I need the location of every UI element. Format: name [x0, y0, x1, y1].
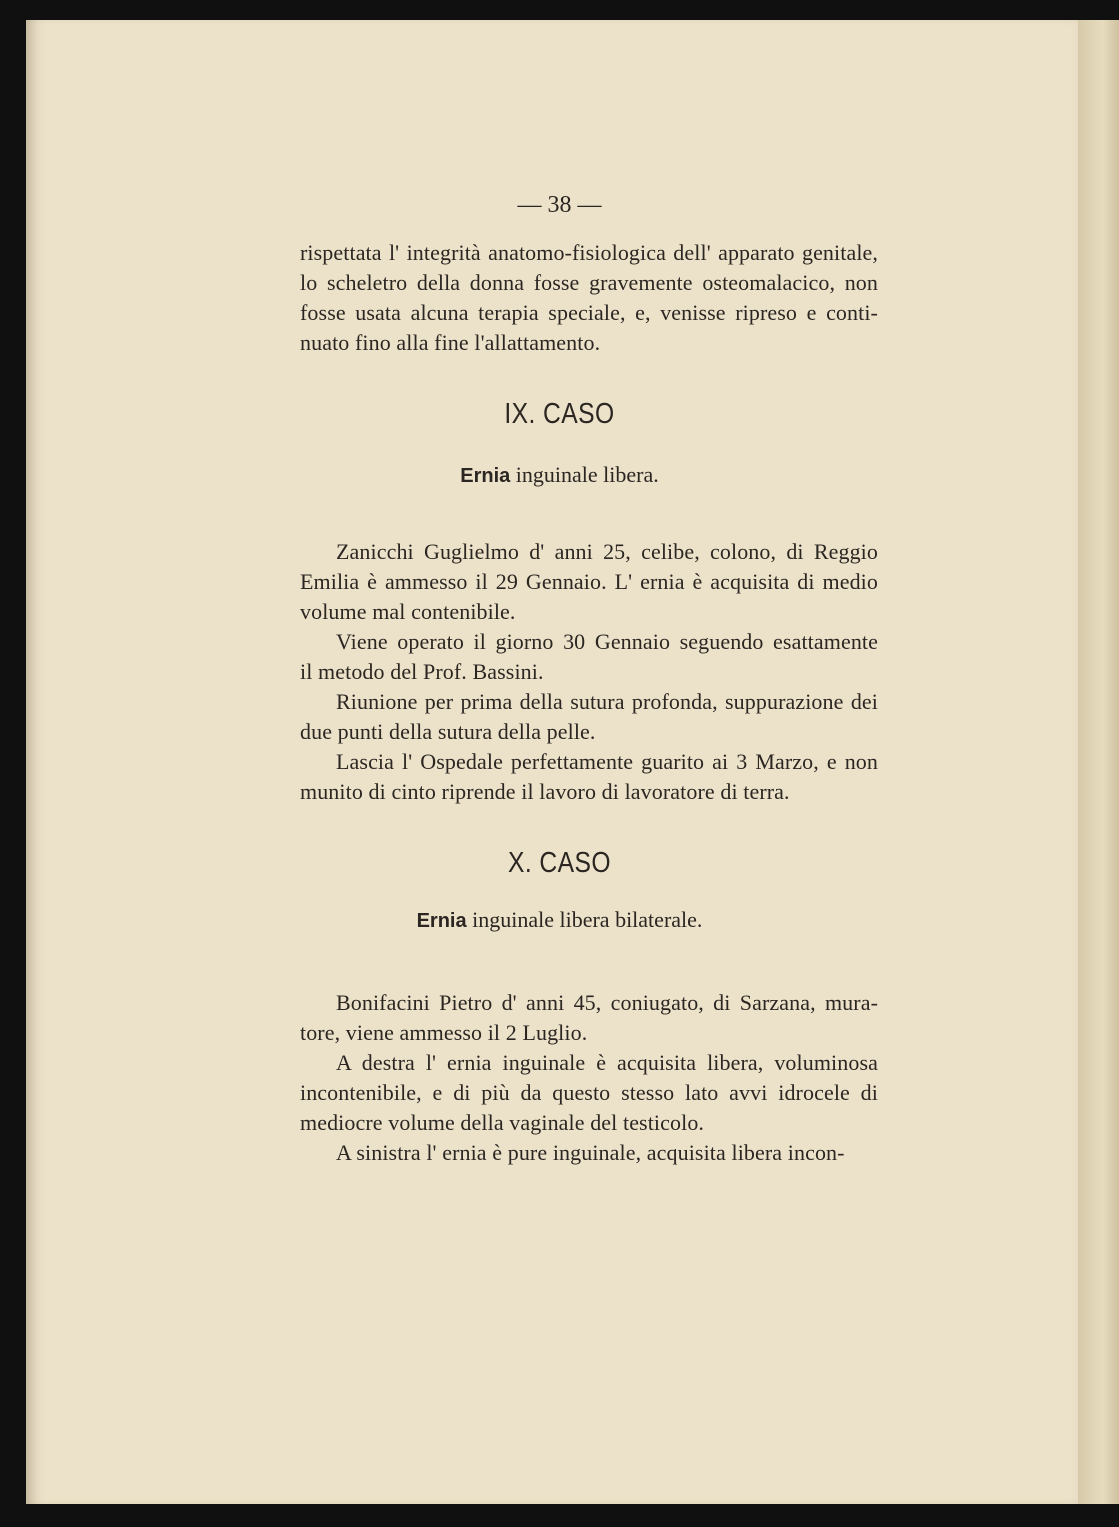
case-x-body: [300, 988, 878, 1168]
case-x-subtitle: [0, 907, 1119, 933]
text-line: volume mal contenibile.: [300, 599, 516, 624]
text-line: lo scheletro della donna fosse gravemente osteomalacico, non: [300, 270, 878, 295]
text-line: A destra l' ernia inguinale è acquisita libera, voluminosa: [336, 1050, 878, 1075]
case-ix-body: [300, 537, 878, 807]
text-line: Bonifacini Pietro d' anni 45, coniugato, di Sarzana, mura-: [336, 990, 878, 1015]
subtitle-lead: Ernia: [416, 910, 467, 932]
text-line: A sinistra l' ernia è pure inguinale, acquisita libera incon-: [336, 1140, 845, 1165]
text-line: nuato fino alla fine l'allattamento.: [300, 330, 601, 355]
text-line: Riunione per prima della sutura profonda, suppurazione dei: [336, 689, 878, 714]
text-line: incontenibile, e di più da questo stesso lato avvi idrocele di: [300, 1080, 878, 1105]
text-line: rispettata l' integrità anatomo-fisiologica dell' apparato genitale,: [300, 240, 878, 265]
text-line: munito di cinto riprende il lavoro di lavoratore di terra.: [300, 779, 790, 804]
text-line: Emilia è ammesso il 29 Gennaio. L' ernia è acquisita di medio: [300, 569, 878, 594]
subtitle-rest: inguinale libera.: [510, 462, 659, 487]
subtitle-lead: Ernia: [460, 465, 511, 487]
page-number: — 38 —: [517, 192, 602, 218]
case-ix-subtitle: [0, 462, 1119, 488]
case-ix-title: IX. CASO: [504, 398, 615, 430]
subtitle-rest: inguinale libera bilaterale.: [466, 907, 703, 932]
page-edge: [1078, 20, 1119, 1504]
text-line: il metodo del Prof. Bassini.: [300, 659, 544, 684]
text-line: Viene operato il giorno 30 Gennaio seguendo esattamente: [336, 629, 878, 654]
text-line: mediocre volume della vaginale del testicolo.: [300, 1110, 705, 1135]
intro-paragraph: [300, 238, 878, 358]
text-line: Zanicchi Guglielmo d' anni 25, celibe, colono, di Reggio: [336, 539, 878, 564]
text-line: tore, viene ammesso il 2 Luglio.: [300, 1020, 588, 1045]
case-x-title: X. CASO: [508, 847, 611, 879]
text-line: due punti della sutura della pelle.: [300, 719, 596, 744]
text-line: Lascia l' Ospedale perfettamente guarito ai 3 Marzo, e non: [336, 749, 878, 774]
text-line: fosse usata alcuna terapia speciale, e, venisse ripreso e conti-: [300, 300, 878, 325]
